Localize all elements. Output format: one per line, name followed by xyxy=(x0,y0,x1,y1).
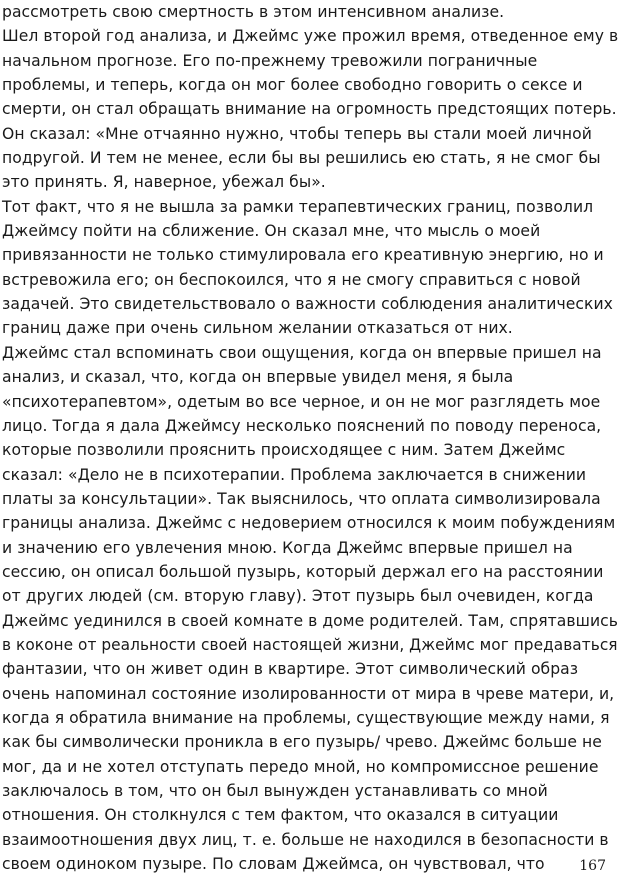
text-line: в коконе от реальности своей настоящей жизни, Джеймс мог предаваться xyxy=(2,635,618,654)
text-line: когда я обратила внимание на проблемы, существующие между нами, я xyxy=(2,708,610,727)
text-line: Он сказал: «Мне отчаянно нужно, чтобы теперь вы стали моей личной xyxy=(2,124,592,143)
text-line: задачей. Это свидетельствовало о важности соблюдения аналитических xyxy=(2,295,613,314)
text-line: Джеймс уединился в своей комнате в доме родителей. Там, спрятавшись xyxy=(2,611,619,630)
text-line: Тот факт, что я не вышла за рамки терапевтических границ, позволил xyxy=(2,197,594,216)
text-line: как бы символически проникла в его пузырь/ чрево. Джеймс больше не xyxy=(2,733,602,752)
text-line: Джеймс стал вспоминать свои ощущения, когда он впервые пришел на xyxy=(2,343,602,362)
body-text xyxy=(2,0,618,876)
text-line: встревожила его; он беспокоился, что я не смогу справиться с новой xyxy=(2,270,581,289)
text-line: это принять. Я, наверное, убежал бы». xyxy=(2,173,326,192)
text-line: Шел второй год анализа, и Джеймс уже прожил время, отведенное ему в xyxy=(2,27,619,46)
text-line: смерти, он стал обращать внимание на огромность предстоящих потерь. xyxy=(2,100,617,119)
text-line: отношения. Он столкнулся с тем фактом, что оказался в ситуации xyxy=(2,806,559,825)
text-line: заключалось в том, что он был вынужден устанавливать со мной xyxy=(2,782,548,800)
text-line: платы за консультации». Так выяснилось, что оплата символизировала xyxy=(2,489,601,508)
text-line: своем одиноком пузыре. По словам Джеймса, он чувствовал, что xyxy=(2,855,545,874)
text-line: которые позволили прояснить происходящее с ним. Затем Джеймс xyxy=(2,441,566,460)
text-line: подругой. И тем не менее, если бы вы решились ею стать, я не смог бы xyxy=(2,149,601,168)
text-line: привязанности не только стимулировала его креативную энергию, но и xyxy=(2,246,604,265)
text-line: границы анализа. Джеймс с недоверием относился к моим побуждениям xyxy=(2,514,616,533)
text-line: начальном прогнозе. Его по-прежнему тревожили пограничные xyxy=(2,51,538,70)
text-line: мог, да и не хотел отступать передо мной, но компромиссное решение xyxy=(2,757,599,776)
text-line: сессию, он описал большой пузырь, который держал его на расстоянии xyxy=(2,562,604,581)
text-line: и значению его увлечения мною. Когда Джеймс впервые пришел на xyxy=(2,538,573,557)
text-line: анализ, и сказал, что, когда он впервые увидел меня, я была xyxy=(2,368,514,387)
text-line: рассмотреть свою смертность в этом интенсивном анализе. xyxy=(2,3,505,21)
text-line: взаимоотношения двух лиц, т. е. больше не находился в безопасности в xyxy=(2,830,609,849)
text-line: Джеймсу пойти на сближение. Он сказал мне, что мысль о моей xyxy=(2,222,541,241)
text-line: «психотерапевтом», одетым во все черное, и он не мог разглядеть мое xyxy=(2,392,601,411)
text-line: от других людей (см. вторую главу). Этот пузырь был очевиден, когда xyxy=(2,587,594,606)
text-line: очень напоминал состояние изолированности от мира в чреве матери, и, xyxy=(2,684,615,703)
text-line: границ даже при очень сильном желании отказаться от них. xyxy=(2,319,513,338)
page-number: 167 xyxy=(579,858,606,874)
text-line: фантазии, что он живет один в квартире. Этот символический образ xyxy=(2,660,579,679)
text-line: проблемы, и теперь, когда он мог более свободно говорить о сексе и xyxy=(2,76,583,95)
text-line: сказал: «Дело не в психотерапии. Проблема заключается в снижении xyxy=(2,465,587,484)
text-line: лицо. Тогда я дала Джеймсу несколько пояснений по поводу переноса, xyxy=(2,416,602,435)
